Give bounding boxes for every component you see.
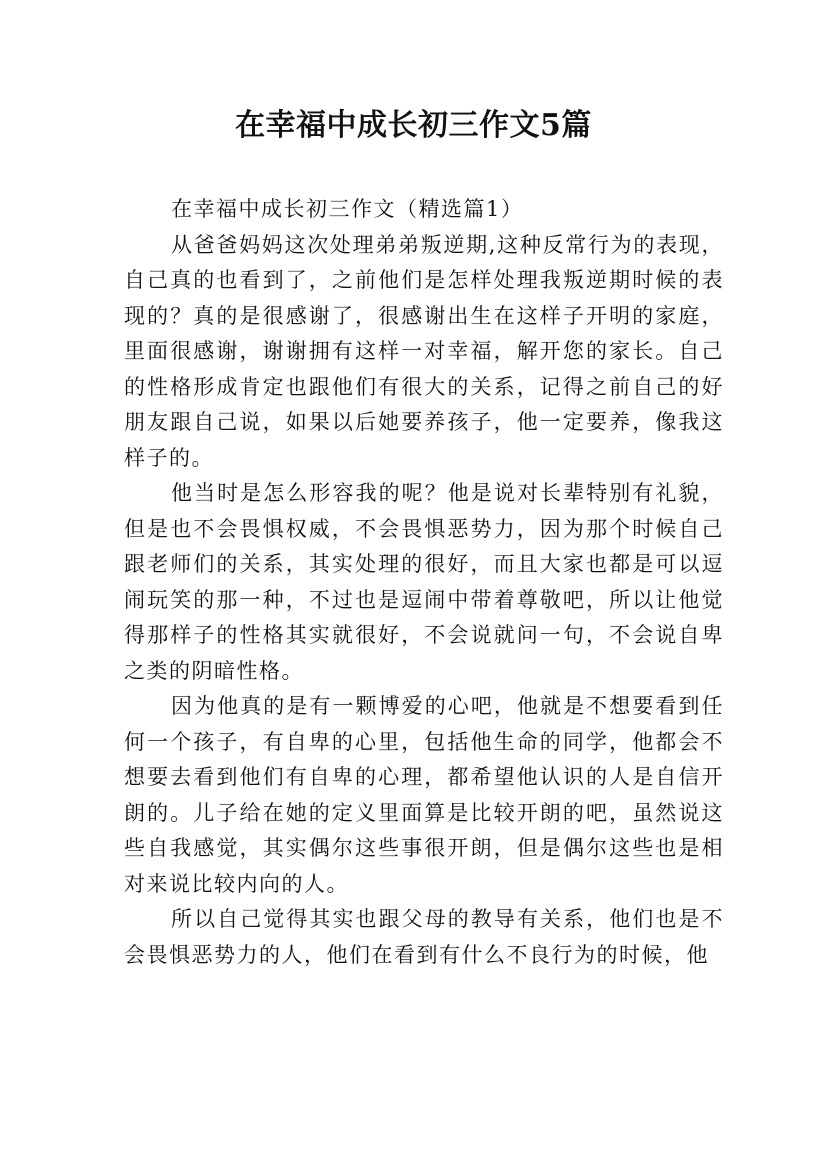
paragraph: 所以自己觉得其实也跟父母的教导有关系，他们也是不会畏惧恶势力的人，他们在看到有什么不良行为的时候，他 xyxy=(124,907,724,967)
document-body xyxy=(124,192,724,973)
paragraph: 因为他真的是有一颗博爱的心吧，他就是不想要看到任何一个孩子，有自卑的心里，包括他生命的同学，他都会不想要去看到他们有自卑的心理，都希望他认识的人是自信开朗的。儿子给在她的定义里面算是比较开朗的吧，虽然说这些自我感觉，其实偶尔这些事很开朗，但是偶尔这些也是相对来说比较内向的人。 xyxy=(124,694,724,896)
paragraph: 从爸爸妈妈这次处理弟弟叛逆期,这种反常行为的表现，自己真的也看到了，之前他们是怎样处理我叛逆期时候的表现的？真的是很感谢了，很感谢出生在这样子开明的家庭，里面很感谢，谢谢拥有这样一对幸福，解开您的家长。自己的性格形成肯定也跟他们有很大的关系，记得之前自己的好朋友跟自己说，如果以后她要养孩子，他一定要养，像我这样子的。 xyxy=(124,232,724,470)
document-title: 在幸福中成长初三作文5篇 xyxy=(235,108,592,143)
paragraph: 他当时是怎么形容我的呢？他是说对长辈特别有礼貌，但是也不会畏惧权威，不会畏惧恶势力，因为那个时候自己跟老师们的关系，其实处理的很好，而且大家也都是可以逗闹玩笑的那一种，不过也是逗闹中带着尊敬吧，所以让他觉得那样子的性格其实就很好，不会说就问一句，不会说自卑之类的阴暗性格。 xyxy=(124,481,724,683)
section-title: 在幸福中成长初三作文（精选篇1） xyxy=(171,197,524,221)
